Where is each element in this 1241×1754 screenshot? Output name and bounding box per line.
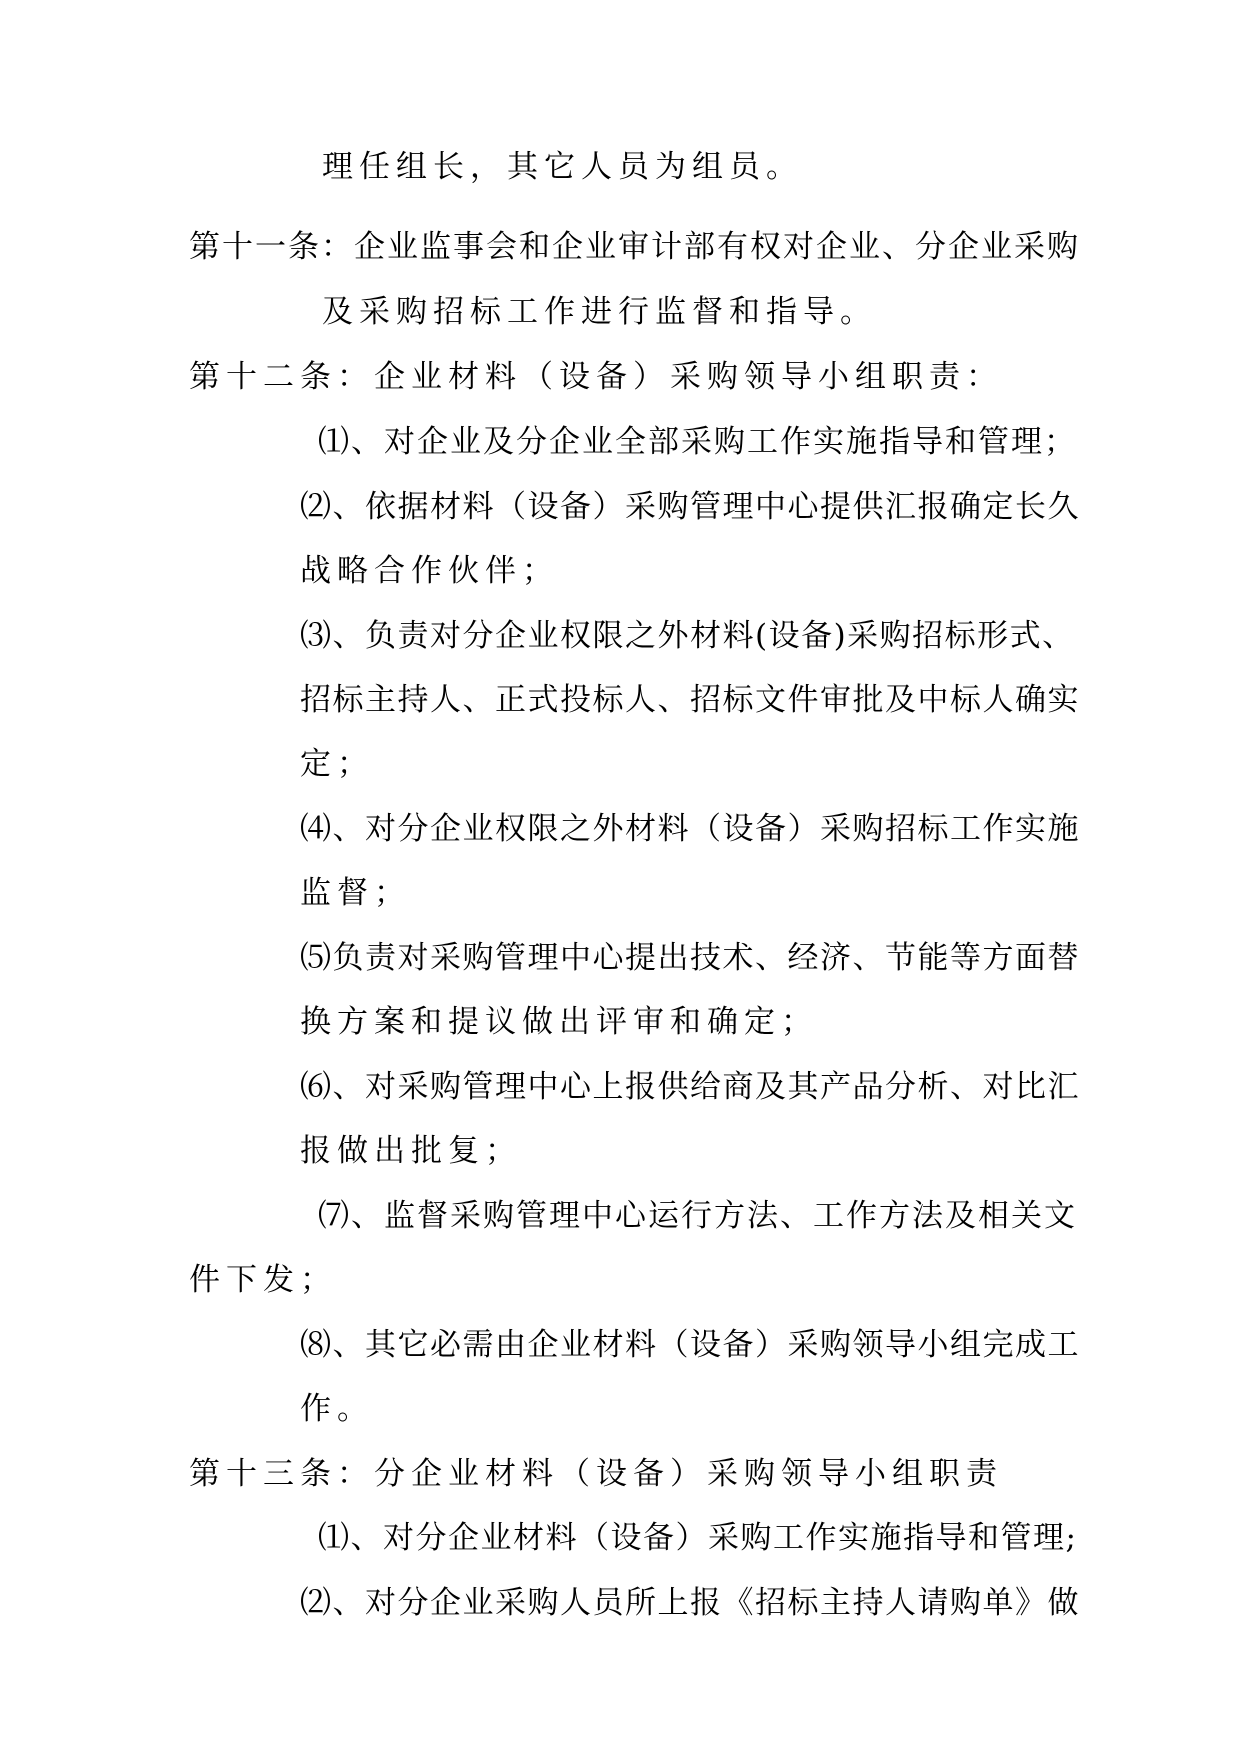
list-item: ⑸负责对采购管理中心提出技术、经济、节能等方面替 [300,940,1080,976]
text-line: 换方案和提议做出评审和确定； [300,1004,818,1040]
list-item: ⑺、监督采购管理中心运行方法、工作方法及相关文 [318,1198,1077,1234]
text-line: 作。 [300,1391,374,1427]
text-line: 监督； [300,875,411,911]
list-item: ⑵、对分企业采购人员所上报《招标主持人请购单》做 [300,1585,1080,1621]
list-item: ⑴、对企业及分企业全部采购工作实施指导和管理； [318,424,1077,460]
text-line: 及采购招标工作进行监督和指导。 [322,294,877,330]
article-13-heading: 第十三条：分企业材料（设备）采购领导小组职责 [189,1456,1003,1492]
text-line: 报做出批复； [300,1133,522,1169]
text-line: 招标主持人、正式投标人、招标文件审批及中标人确实 [300,682,1080,718]
list-item: ⑶、负责对分企业权限之外材料(设备)采购招标形式、 [300,618,1075,654]
list-item: ⑻、其它必需由企业材料（设备）采购领导小组完成工 [300,1327,1080,1363]
text-line: 战略合作伙伴； [300,553,559,589]
list-item: ⑷、对分企业权限之外材料（设备）采购招标工作实施 [300,811,1080,847]
article-12-heading: 第十二条：企业材料（设备）采购领导小组职责： [189,359,1003,395]
list-item: ⑹、对采购管理中心上报供给商及其产品分析、对比汇 [300,1069,1080,1105]
text-line: 理任组长，其它人员为组员。 [322,149,803,185]
text-line: 件下发； [189,1262,337,1298]
list-item: ⑴、对分企业材料（设备）采购工作实施指导和管理; [318,1520,1078,1556]
text-line: 定； [300,746,374,782]
article-11-heading: 第十一条：企业监事会和企业审计部有权对企业、分企业采购 [189,229,1080,265]
list-item: ⑵、依据材料（设备）采购管理中心提供汇报确定长久 [300,489,1080,525]
